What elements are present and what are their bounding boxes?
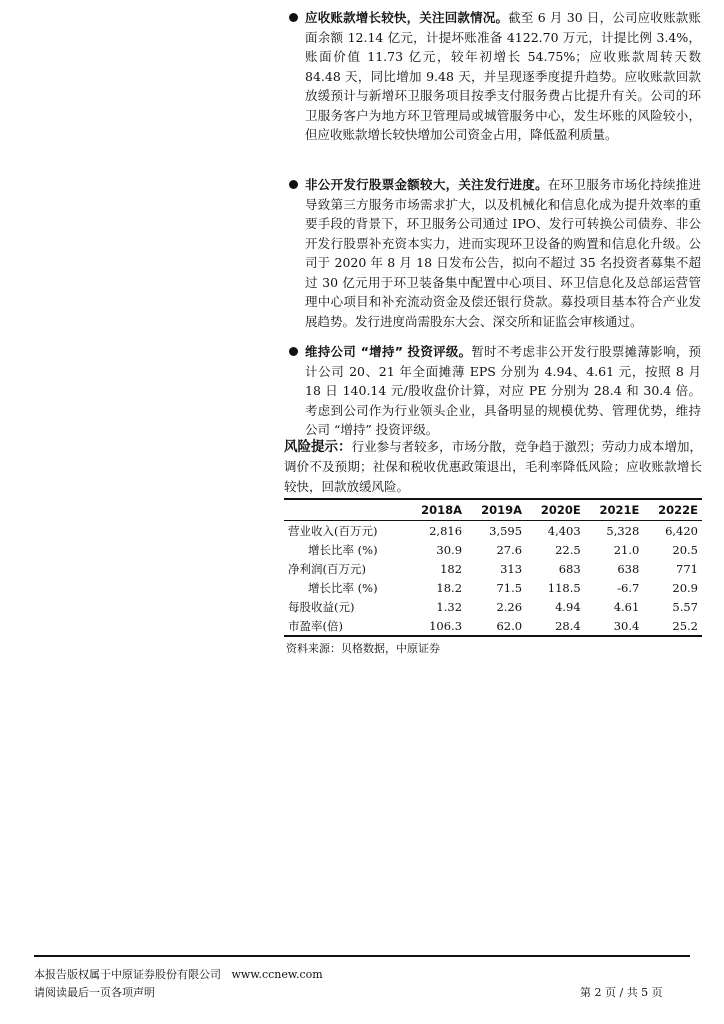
bullet-text xyxy=(305,175,701,331)
table-cell: 683 xyxy=(558,561,581,576)
data-source: 资料来源：贝格数据，中原证券 xyxy=(286,642,440,655)
table-cell: 4.94 xyxy=(555,599,581,614)
bullet-heading: 非公开发行股票金额较大，关注发行进度。 xyxy=(305,177,548,192)
bullet-body: 在环卫服务市场化持续推进导致第三方服务市场需求扩大，以及机械化和信息化成为提升效率的重要手段的背景下，环卫服务公司通过 IPO、发行可转换公司债券、非公开发行股票补充资本实力，进而实现环卫设备的购置和信息化升级。公司于 2020 年 8 月 18 日发布公告，拟向不超过 35 名投资者募集不超过 30 亿元用于环卫装备集中配置中心项目、环卫信息化及总部运营管理中心项目和补充流动资金及偿还银行贷款。募投项目基本符合产业发展趋势。发行进度尚需股东大会、深交所和证监会审核通过。 xyxy=(305,177,701,329)
table-cell: 771 xyxy=(676,561,698,576)
table-cell: 638 xyxy=(617,561,640,576)
table-cell: 21.0 xyxy=(613,542,640,557)
footer-copyright-text: 本报告版权属于中原证券股份有限公司 xyxy=(34,968,221,981)
table-cell: 62.0 xyxy=(466,616,526,636)
table-cell: 30.9 xyxy=(436,542,463,557)
bullet-dot-icon xyxy=(289,347,298,356)
bullet-dot-icon xyxy=(289,180,298,189)
bullet-heading: 应收账款增长较快，关注回款情况。 xyxy=(305,10,509,25)
bullet-body: 暂时不考虑非公开发行股票摊薄影响，预计公司 20、21 年全面摊薄 EPS 分别为 4.94、4.61 元，按照 8 月 18 日 140.14 元/股收盘价计算，对应 PE 分别为 28.4 和 30.4 倍。考虑到公司作为行业领头企业，具备明显的规模优势、管理优势，维持公司 “增持” 投资评级。 xyxy=(305,344,701,437)
table-row xyxy=(284,597,702,616)
table-header-cell xyxy=(284,499,406,521)
table-cell: 118.5 xyxy=(547,580,581,595)
table-cell: 27.6 xyxy=(496,542,523,557)
table-header-cell: 2020E xyxy=(526,499,585,521)
table-cell: 2,816 xyxy=(429,523,463,538)
table-cell: 28.4 xyxy=(526,616,585,636)
table-cell: 4,403 xyxy=(547,523,581,538)
table-cell: 1.32 xyxy=(436,599,463,614)
row-label: 净利润(百万元) xyxy=(288,561,366,576)
risk-warning xyxy=(284,437,702,497)
bullet-text xyxy=(305,342,701,440)
table-cell: 25.2 xyxy=(643,616,702,636)
table-cell: 22.5 xyxy=(555,542,581,557)
risk-label: 风险提示： xyxy=(284,439,352,455)
table-cell: -6.7 xyxy=(617,580,640,595)
table-cell: 182 xyxy=(440,561,463,576)
bullet-receivables xyxy=(289,8,701,145)
bullet-heading: 维持公司 “增持” 投资评级。 xyxy=(305,344,472,359)
table-cell: 6,420 xyxy=(665,523,698,538)
bullet-private-placement xyxy=(289,175,701,331)
table-header-row xyxy=(284,499,702,521)
table-row xyxy=(284,616,702,636)
table-cell: 3,595 xyxy=(489,523,523,538)
table-header-cell: 2019A xyxy=(466,499,526,521)
footer-url[interactable]: www.ccnew.com xyxy=(231,968,323,981)
table-header-cell: 2018A xyxy=(406,499,466,521)
table-cell: 18.2 xyxy=(436,580,463,595)
table-cell: 106.3 xyxy=(406,616,466,636)
table-cell: 71.5 xyxy=(496,580,523,595)
table-cell: 20.9 xyxy=(672,580,698,595)
row-label: 每股收益(元) xyxy=(288,599,355,614)
table-cell: 4.61 xyxy=(613,599,640,614)
row-label: 市盈率(倍) xyxy=(284,616,406,636)
table-row xyxy=(284,578,702,597)
table-cell: 2.26 xyxy=(496,599,523,614)
table-cell: 5,328 xyxy=(606,523,640,538)
table-header-cell: 2021E xyxy=(585,499,644,521)
table-cell: 5.57 xyxy=(672,599,698,614)
table-row xyxy=(284,540,702,559)
footer-divider xyxy=(34,955,690,957)
row-label: 营业收入(百万元) xyxy=(288,523,378,538)
bullet-body: 截至 6 月 30 日，公司应收账款账面余额 12.14 亿元，计提坏账准备 4122.70 万元，计提比例 3.4%，账面价值 11.73 亿元，较年初增长 54.75%；应收账款周转天数 84.48 天，同比增加 9.48 天，并呈现逐季度提升趋势。应收账款回款放缓预计与新增环卫服务项目按季支付服务费占比提升有关。公司的环卫服务客户为地方环卫管理局或城管服务中心，发生坏账的风险较小，但应收账款增长较快增加公司资金占用，降低盈利质量。 xyxy=(305,10,701,142)
footer-page-number: 第 2 页 / 共 5 页 xyxy=(580,986,663,999)
table-cell: 20.5 xyxy=(672,542,698,557)
risk-text: 行业参与者较多，市场分散，竞争趋于激烈；劳动力成本增加，调价不及预期；社保和税收优惠政策退出，毛利率降低风险；应收账款增长较快，回款放缓风险。 xyxy=(284,439,702,494)
bullet-text xyxy=(305,8,701,145)
row-label: 增长比率 (%) xyxy=(308,542,378,557)
financial-forecast-table xyxy=(284,498,702,637)
table-cell: 313 xyxy=(500,561,523,576)
footer-copyright xyxy=(34,966,323,982)
footer-notice: 请阅读最后一页各项声明 xyxy=(34,986,155,999)
table-header-cell: 2022E xyxy=(643,499,702,521)
table-cell: 30.4 xyxy=(585,616,644,636)
table-row xyxy=(284,559,702,578)
bullet-rating xyxy=(289,342,701,440)
table-row xyxy=(284,521,702,541)
row-label: 增长比率 (%) xyxy=(308,580,378,595)
bullet-dot-icon xyxy=(289,13,298,22)
